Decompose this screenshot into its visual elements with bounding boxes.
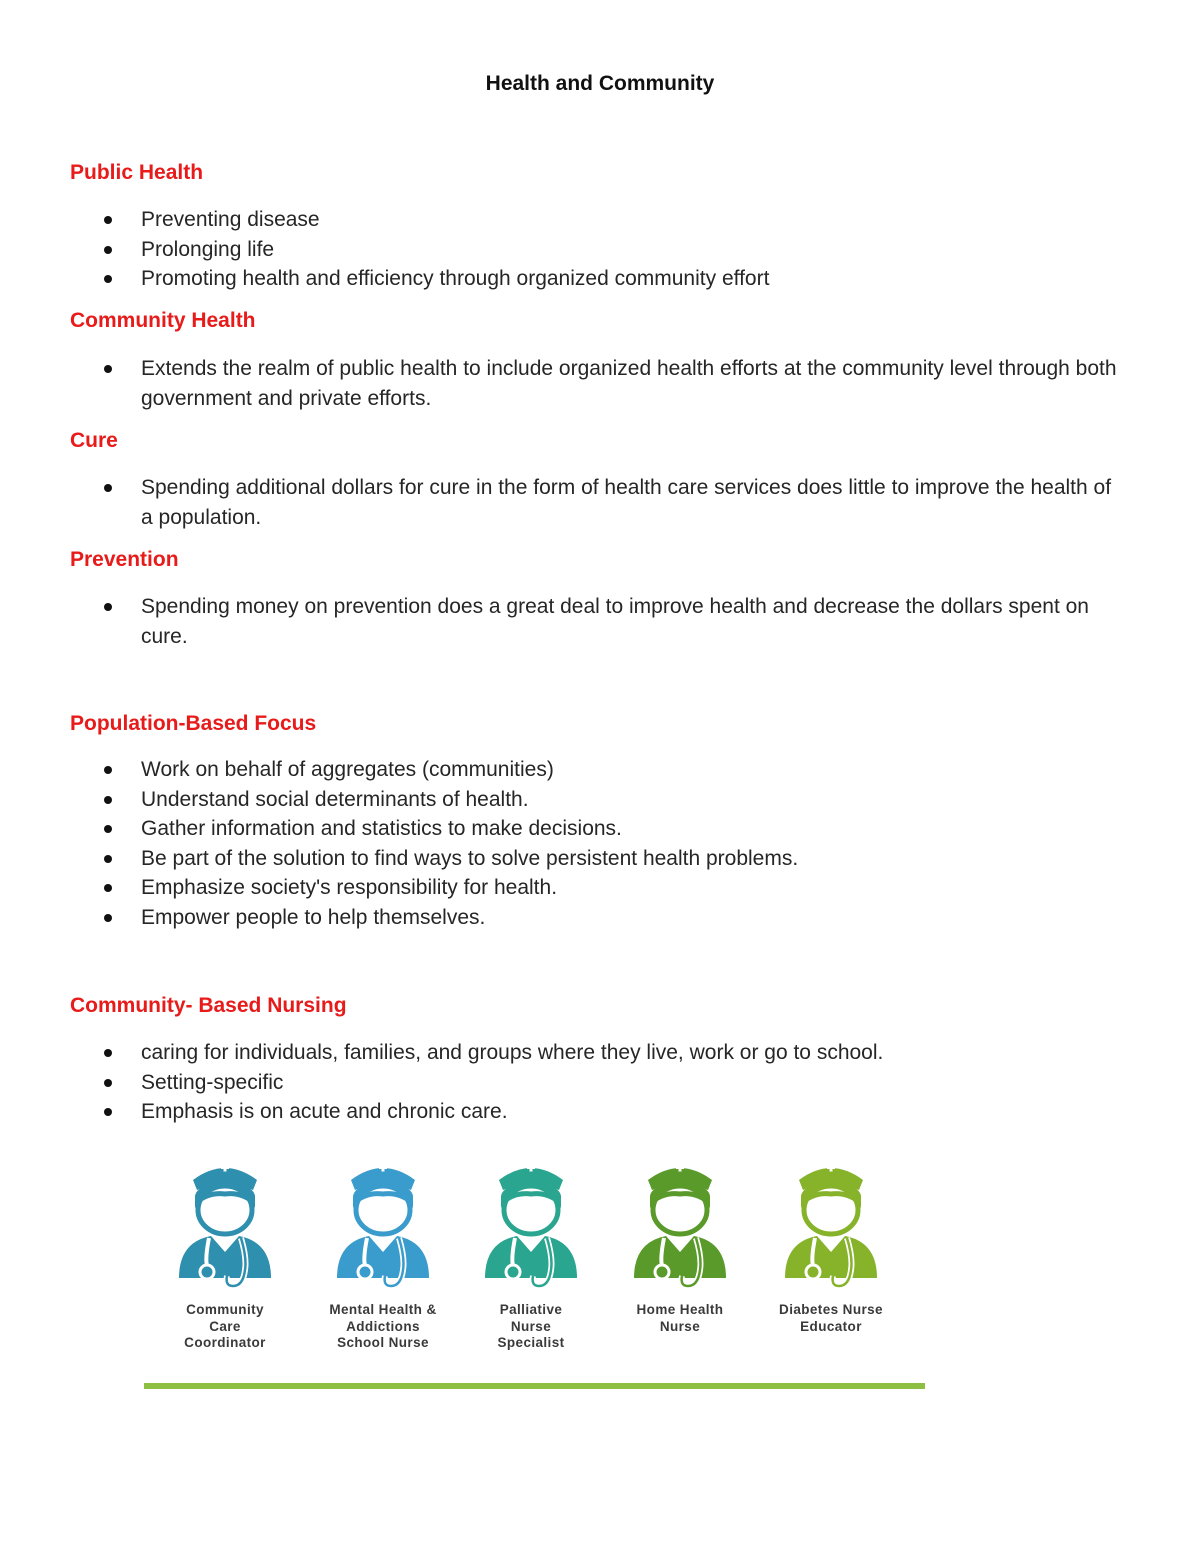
bullet-icon [104, 603, 112, 611]
public-health-list [104, 205, 1124, 294]
list-item [104, 873, 1124, 903]
bullet-icon [104, 796, 112, 804]
nurse-role-caption: Palliative Nurse Specialist [497, 1302, 565, 1350]
nurse-role-caption: Diabetes Nurse Educator [779, 1302, 883, 1334]
list-item-text: Prolonging life [141, 237, 275, 261]
list-item [104, 814, 1124, 844]
prevention-list [104, 592, 1124, 651]
list-item [104, 1068, 1124, 1098]
list-item [104, 1038, 1124, 1068]
list-item [104, 264, 1124, 294]
list-item-text: Promoting health and efficiency through organized community effort [141, 267, 770, 291]
list-item-text: Empower people to help themselves. [141, 905, 486, 929]
bullet-icon [104, 914, 112, 922]
list-item [104, 755, 1124, 785]
nurse-role-figure [446, 1158, 616, 1352]
nurse-icon [624, 1158, 736, 1294]
bullet-icon [104, 766, 112, 774]
list-item-text: Work on behalf of aggregates (communities) [141, 758, 554, 781]
nurse-role-caption: Community Care Coordinator [184, 1302, 266, 1350]
list-item [104, 354, 1124, 413]
list-item-text: caring for individuals, families, and groups where they live, work or go to school. [141, 1041, 884, 1064]
bullet-icon [104, 216, 112, 224]
list-item [104, 844, 1124, 874]
nurse-icon [775, 1158, 887, 1294]
section-heading-community-health: Community Health [70, 309, 256, 332]
nurse-role-figure [746, 1158, 916, 1335]
list-item-text: Spending additional dollars for cure in the form of health care services does little to improve the health of a population. [141, 476, 1112, 529]
list-item-text: Gather information and statistics to make decisions. [141, 817, 622, 841]
section-heading-public-health: Public Health [70, 161, 204, 184]
community-nursing-list [104, 1038, 1124, 1127]
list-item [104, 235, 1124, 265]
bullet-icon [104, 1049, 112, 1057]
section-heading-population-based-focus: Population-Based Focus [70, 712, 317, 735]
nurse-role-caption: Home Health Nurse [636, 1302, 724, 1334]
cure-list [104, 473, 1124, 532]
list-item-text: Preventing disease [141, 208, 320, 231]
bullet-icon [104, 825, 112, 833]
nurse-icon [169, 1158, 281, 1294]
section-heading-community-based-nursing: Community- Based Nursing [70, 994, 347, 1017]
nurse-icon [327, 1158, 439, 1294]
list-item-text: Understand social determinants of health. [141, 787, 529, 811]
list-item-text: Be part of the solution to find ways to solve persistent health problems. [141, 846, 799, 870]
list-item [104, 592, 1124, 651]
nurse-icon [475, 1158, 587, 1294]
list-item [104, 903, 1124, 933]
bullet-icon [104, 484, 112, 492]
list-item-text: Extends the realm of public health to include organized health efforts at the community level through both government and private efforts. [141, 357, 1117, 410]
section-heading-cure: Cure [70, 429, 118, 452]
list-item-text: Emphasis is on acute and chronic care. [141, 1100, 508, 1124]
bullet-icon [104, 1079, 112, 1087]
list-item-text: Setting-specific [141, 1070, 284, 1094]
list-item-text: Spending money on prevention does a great deal to improve health and decrease the dollars spent on cure. [141, 595, 1089, 648]
nurse-role-figure [595, 1158, 765, 1335]
nurse-role-caption: Mental Health & Addictions School Nurse [329, 1302, 437, 1350]
bullet-icon [104, 855, 112, 863]
bullet-icon [104, 275, 112, 283]
list-item [104, 205, 1124, 235]
bullet-icon [104, 1108, 112, 1116]
list-item [104, 473, 1124, 532]
population-focus-list [104, 755, 1124, 933]
list-item [104, 1097, 1124, 1127]
list-item [104, 785, 1124, 815]
bullet-icon [104, 884, 112, 892]
community-health-list [104, 354, 1124, 413]
section-heading-prevention: Prevention [70, 548, 179, 571]
footer-divider [144, 1383, 925, 1389]
nurse-role-figure [298, 1158, 468, 1352]
document-title: Health and Community [485, 72, 715, 95]
nurse-role-figure [140, 1158, 310, 1352]
list-item-text: Emphasize society's responsibility for health. [141, 876, 558, 900]
bullet-icon [104, 365, 112, 373]
bullet-icon [104, 246, 112, 254]
